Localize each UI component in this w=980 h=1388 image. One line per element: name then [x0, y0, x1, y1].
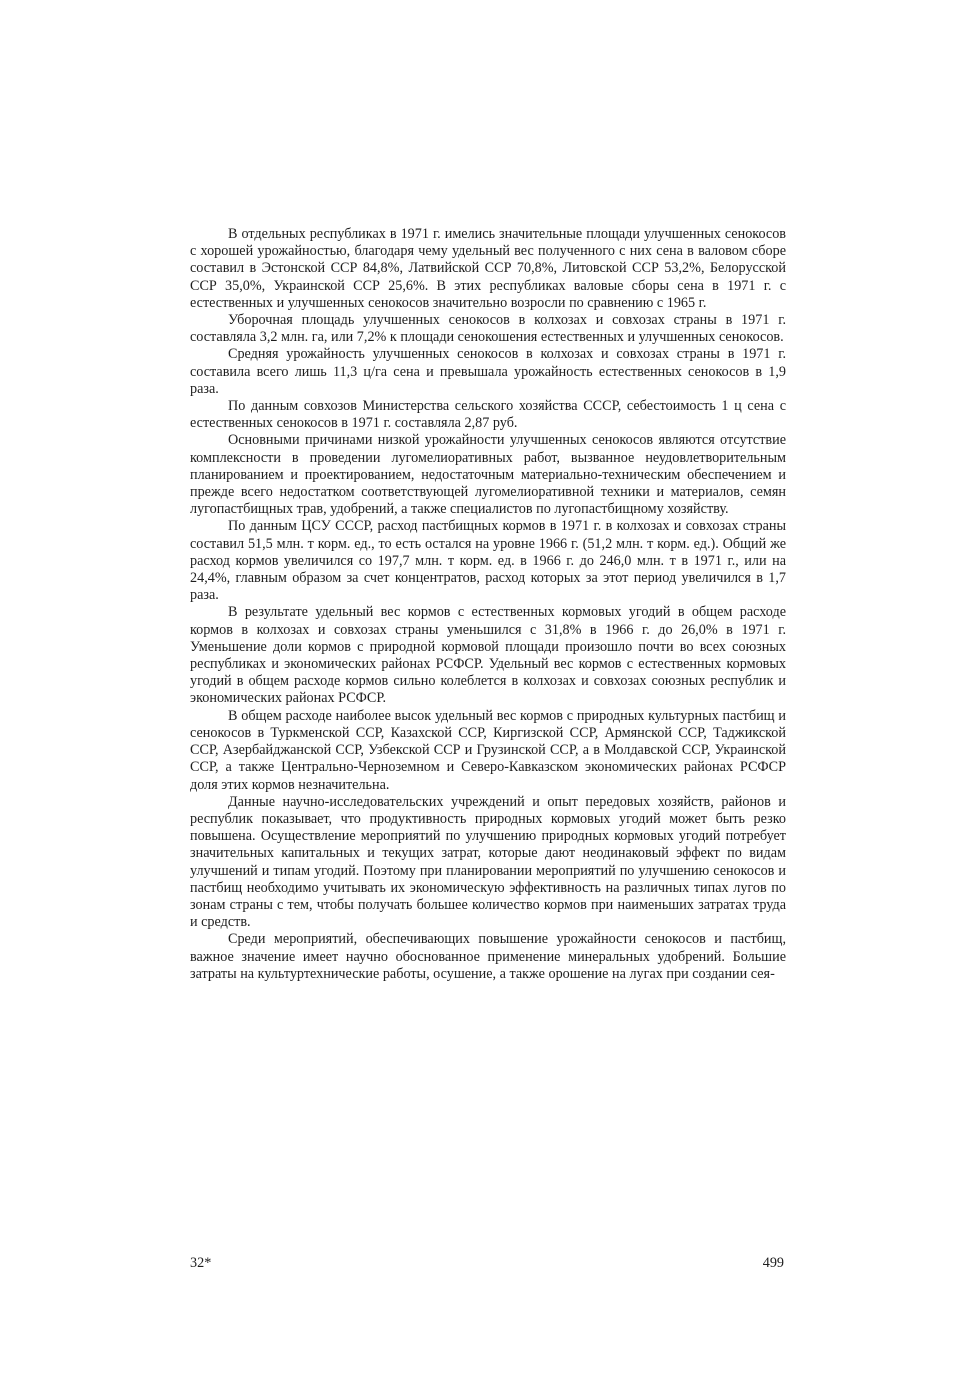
paragraph: Данные научно-исследовательских учреждений и опыт передовых хозяйств, районов и республик показывает, что продуктивность природных кормовых угодий может быть резко повышена. Осуществление мероприятий по улучшению природных кормовых угодий потребует значительных капитальных и текущих затрат, которые дают неодинаковый эффект по видам улучшений и типам угодий. Поэтому при планировании мероприятий по улучшению сенокосов и пастбищ необходимо учитывать их экономическую эффективность на различных типах лугов по зонам страны с тем, чтобы получать большее количество кормов при наименьших затратах труда и средств.: [190, 793, 786, 931]
page-footer: [190, 1255, 786, 1275]
signature-mark: 32*: [190, 1255, 212, 1271]
paragraph: Средняя урожайность улучшенных сенокосов в колхозах и совхозах страны в 1971 г. составила всего лишь 11,3 ц/га сена и превышала урожайность естественных сенокосов в 1,9 раза.: [190, 346, 786, 397]
paragraph: В отдельных республиках в 1971 г. имелись значительные площади улучшенных сенокосов с хорошей урожайностью, благодаря чему удельный вес полученного с них сена в валовом сборе составил в Эстонской ССР 84,8%, Латвийской ССР 70,8%, Литовской ССР 53,2%, Белорусской ССР 35,0%, Украинской ССР 25,6%. В этих республиках валовые сборы сена в 1971 г. с естественных и улучшенных сенокосов значительно возросли по сравнению с 1965 г.: [190, 226, 786, 311]
page-body: [190, 226, 786, 983]
paragraph: В результате удельный вес кормов с естественных кормовых угодий в общем расходе кормов в колхозах и совхозах страны уменьшился с 31,8% в 1966 г. до 26,0% в 1971 г. Уменьшение доли кормов с природной кормовой площади произошло почти во всех союзных республиках и экономических районах РСФСР. Удельный вес кормов с естественных кормовых угодий в общем расходе кормов сильно колеблется в колхозах и совхозах союзных республик и экономических районах РСФСР.: [190, 604, 786, 707]
page-number: 499: [762, 1255, 784, 1271]
paragraph: Среди мероприятий, обеспечивающих повышение урожайности сенокосов и пастбищ, важное значение имеет научно обоснованное применение минеральных удобрений. Большие затраты на культуртехнические работы, осушение, а также орошение на лугах при создании сея-: [190, 931, 786, 982]
paragraph: По данным ЦСУ СССР, расход пастбищных кормов в 1971 г. в колхозах и совхозах страны составил 51,5 млн. т корм. ед., то есть остался на уровне 1966 г. (51,2 млн. т корм. ед.). Общий же расход кормов увеличился со 197,7 млн. т корм. ед. в 1966 г. до 246,0 млн. т в 1971 г., или на 24,4%, главным образом за счет концентратов, расход которых за этот период увеличился в 1,7 раза.: [190, 518, 786, 604]
paragraph: По данным совхозов Министерства сельского хозяйства СССР, себестоимость 1 ц сена с естественных сенокосов в 1971 г. составляла 2,87 руб.: [190, 398, 786, 432]
paragraph: Уборочная площадь улучшенных сенокосов в колхозах и совхозах страны в 1971 г. составляла 3,2 млн. га, или 7,2% к площади сенокошения естественных и улучшенных сенокосов.: [190, 312, 786, 346]
paragraph: Основными причинами низкой урожайности улучшенных сенокосов являются отсутствие комплексности в проведении лугомелиоративных работ, вызванное неудовлетворительным планированием и проектированием, недостаточным материально-техническим обеспечением и прежде всего недостатком соответствующей лугомелиоративной техники и материалов, семян лугопастбищных трав, удобрений, а также специалистов по лугопастбищному хозяйству.: [190, 432, 786, 518]
paragraph: В общем расходе наиболее высок удельный вес кормов с природных культурных пастбищ и сенокосов в Туркменской ССР, Казахской ССР, Киргизской ССР, Армянской ССР, Таджикской ССР, Азербайджанской ССР, Узбекской ССР и Грузинской ССР, а в Молдавской ССР, Украинской ССР, а также Центрально-Черноземном и Северо-Кавказском экономических районах РСФСР доля этих кормов незначительна.: [190, 707, 786, 793]
